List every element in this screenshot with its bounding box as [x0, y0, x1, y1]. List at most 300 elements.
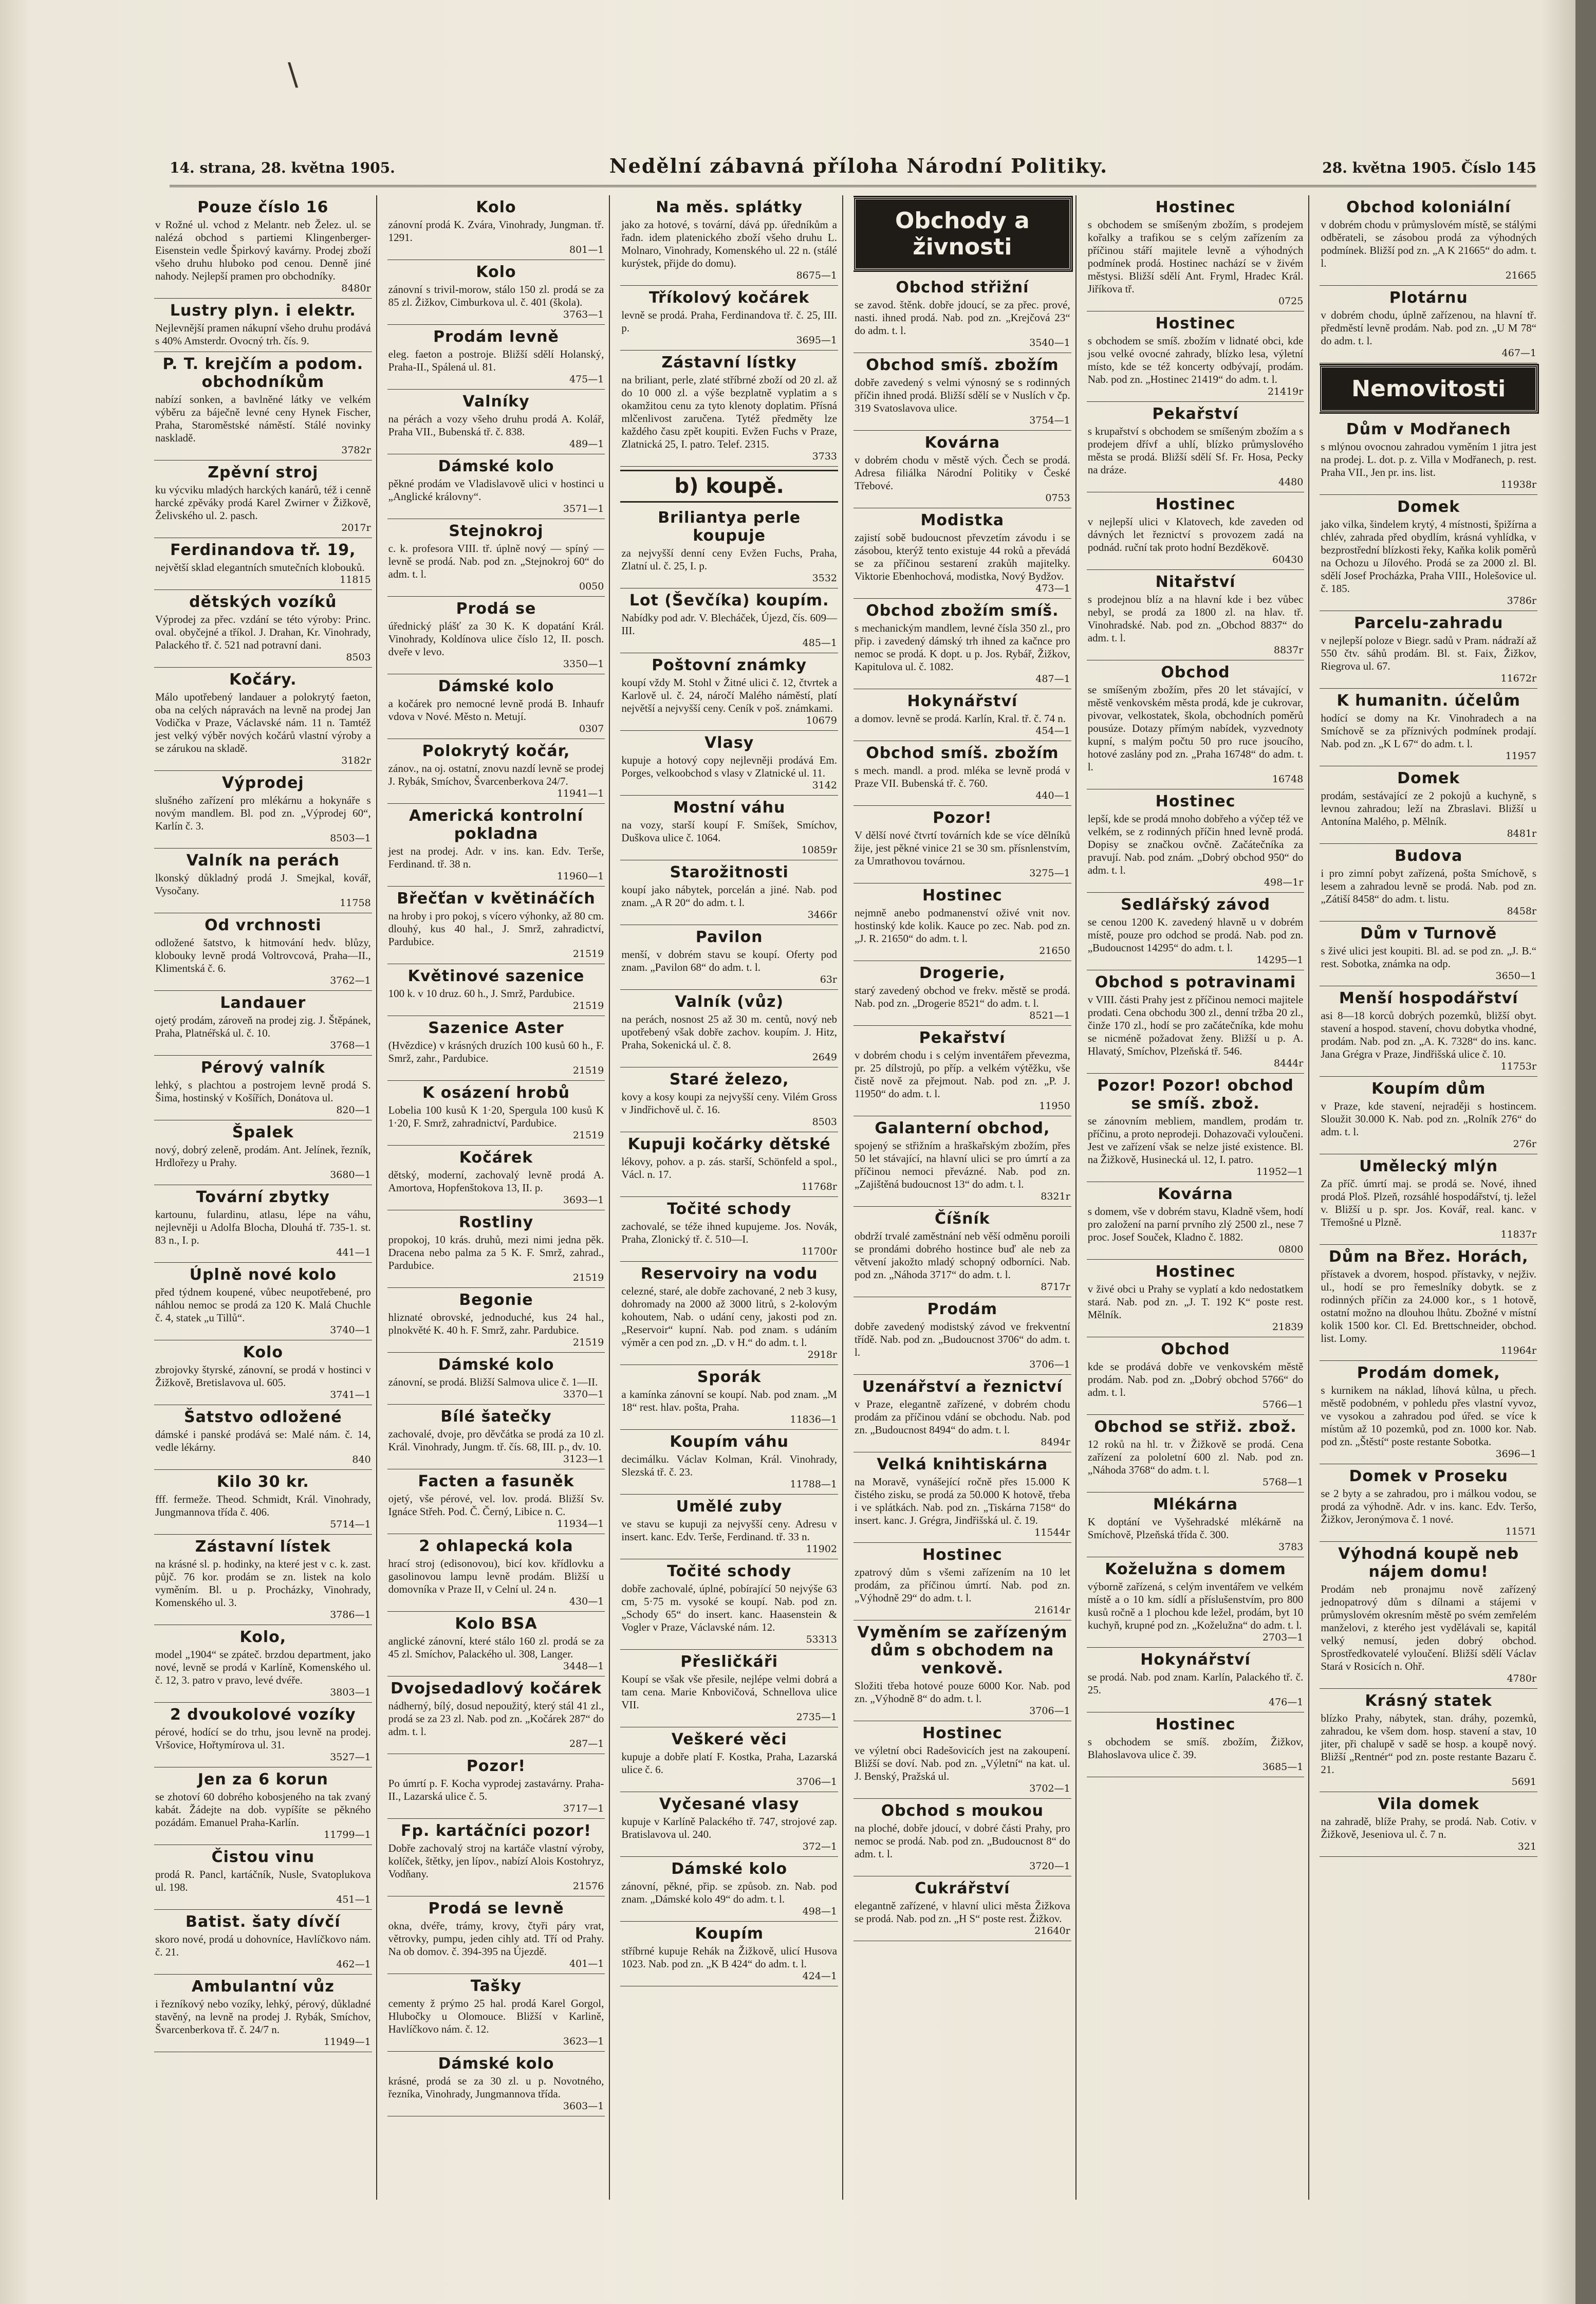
ad-title: Špalek — [232, 1123, 294, 1141]
classified-ad — [154, 1703, 372, 1767]
ad-title: Domek — [1397, 769, 1460, 787]
ad-title: Květinové sazenice — [407, 967, 585, 985]
ad-text: a domov. levně se prodá. Karlín, Kral. tř. č. 74 n. — [855, 712, 1066, 725]
classified-ad — [154, 1263, 372, 1340]
ad-code: 8675—1 — [796, 270, 838, 281]
classified-ad — [620, 1792, 838, 1857]
ad-title: Točité schody — [667, 1562, 792, 1580]
ad-text: zajistí sobě budoucnost převzetím závodu i se zásobou, kterýž tento existuje 44 roků a převádá se za příčinou sestarení zrakůh majitelky. Viktorie Ebenhochová, modistka, Nový Bydžov. — [855, 531, 1070, 582]
ad-title: Pouze číslo 16 — [197, 198, 329, 216]
classified-ad — [853, 1452, 1071, 1543]
classified-ad — [853, 883, 1071, 961]
ad-title: Dům v Modřanech — [1346, 420, 1511, 438]
ad-code: 473—1 — [1035, 583, 1070, 594]
ad-title: Ambulantní vůz — [191, 1978, 335, 1996]
ad-title: Kolo — [476, 198, 516, 216]
classified-ad — [620, 588, 838, 653]
ad-title: Landauer — [220, 994, 306, 1012]
ad-text: Málo upotřebený landauer a polokrytý faeton, oba na celých nápravách na levně na prodej Jan Vodička v Praze, Václavské nám. 11 n. Tamtéž jest velký výběr nových kočárů vlastní výroby a se zárukou na skladě. — [155, 691, 371, 754]
classified-ad — [853, 1116, 1071, 1207]
ad-code: 8480r — [341, 283, 371, 294]
ad-title: Vyčesané vlasy — [659, 1795, 800, 1813]
classified-ad — [853, 508, 1071, 599]
classified-ad — [154, 1120, 372, 1185]
ad-title: Prodám — [927, 1300, 998, 1318]
ad-title: Americká kontrolní pokladna — [409, 807, 584, 843]
ad-text: eleg. faeton a postroje. Bližší sdělí Holanský, Praha-II., Spálená ul. 81. — [388, 348, 604, 373]
ad-title: Sedlářský závod — [1121, 896, 1270, 914]
ad-title: Rostliny — [458, 1213, 534, 1231]
classified-ad — [154, 1470, 372, 1535]
ad-title: Tříkolový kočárek — [649, 289, 810, 307]
ad-title: Zástavní lístky — [661, 354, 797, 372]
ad-title: Poštovní známky — [652, 656, 807, 674]
ad-title: Hostinec — [1155, 495, 1236, 513]
ad-code: 3702—1 — [1029, 1783, 1070, 1794]
ad-title: Sporák — [697, 1368, 762, 1386]
ad-title: Hostinec — [1155, 1263, 1236, 1281]
ad-text: Za příč. úmrtí maj. se prodá se. Nové, ihned prodá Ploš. Plzeň, rozsáhlé hospodářství, tj. ležel v. Bližší u p. spr. Jos. Kovář, real. kanc. v Třemošné u Plzně. — [1321, 1177, 1537, 1228]
ad-code: 424—1 — [802, 1970, 838, 1982]
ad-code: 430—1 — [569, 1596, 604, 1607]
classified-ad — [387, 1819, 605, 1896]
classified-ad — [1320, 417, 1537, 495]
ad-text: dětský, moderní, zachovalý levně prodá A. Amortova, Hopfenštokova 13, II. p. — [388, 1169, 604, 1194]
ad-title: Hokynářství — [1140, 1651, 1251, 1669]
classified-ad — [620, 1365, 838, 1430]
ad-code: 8503 — [346, 652, 371, 663]
ad-code: 11957 — [1505, 750, 1537, 762]
classified-ad — [154, 1535, 372, 1625]
ad-code: 16748 — [1272, 773, 1304, 785]
ad-code: 475—1 — [569, 374, 604, 385]
ad-title: Obchod — [1161, 663, 1230, 681]
ad-code: 21519 — [572, 1337, 604, 1348]
ad-text: v živé obci u Prahy se vyplatí a kdo nedostatkem stará. Nab. pod zn. „J. T. 192 K“ poste rest. Mělník. — [1087, 1283, 1304, 1321]
ad-title: Vila domek — [1378, 1795, 1479, 1813]
ad-title: K osázení hrobů — [422, 1084, 570, 1102]
ad-title: 2 dvoukolové vozíky — [170, 1706, 356, 1724]
ad-code: 5691 — [1511, 1776, 1537, 1787]
ad-code: 8321r — [1041, 1191, 1070, 1202]
ad-text: za nejvyšší denní ceny Evžen Fuchs, Praha, Zlatní ul. č. 25, I. p. — [621, 547, 838, 572]
classified-ad — [1087, 311, 1305, 402]
ad-text: obdrží trvalé zaměstnání neb věší odměnu poroili se prondámi dobrého hostince buď ale neb za větvení jakožto mladý schopný odborníci. Nab. pod zn. „Náhoda 3717“ do adm. t. l. — [855, 1230, 1070, 1281]
section-banner-nemovitosti: Nemovitosti — [1320, 365, 1537, 412]
ad-code: 441—1 — [336, 1247, 371, 1258]
ad-code: 3740—1 — [330, 1324, 371, 1336]
classified-ad — [154, 590, 372, 668]
ad-text: koupí jako nábytek, porcelán a jiné. Nab. pod znam. „A R 20“ do adm. t. l. — [621, 883, 838, 909]
ad-code: 21519 — [572, 1130, 604, 1141]
ad-title: Sazenice Aster — [428, 1019, 564, 1037]
ad-text: Složiti třeba hotové pouze 6000 Kor. Nab. pod zn. „Výhodně 8“ do adm. t. l. — [855, 1680, 1070, 1705]
classified-ad — [154, 299, 372, 352]
ad-title: Hostinec — [1155, 315, 1236, 333]
ad-code: 21839 — [1272, 1321, 1304, 1333]
ad-text: v dobrém chodu i s celým inventářem převezma, pr. 25 dílstrojů, po příp. a velkém výtěžku, vše čistě nově za přejmout. Nab. pod zn. „P. J. 11950“ do adm. t. l. — [855, 1049, 1070, 1100]
ad-title: Pozor! — [933, 809, 992, 827]
ad-code: 8837r — [1273, 644, 1304, 656]
classified-ad — [620, 1067, 838, 1132]
ad-text: okna, dvéře, trámy, krovy, čtyři páry vrat, větrovky, pumpu, jeden cihly atd. Tří od Prahy. Na ob domov. č. 394-395 na Újezdě. — [388, 1920, 604, 1958]
classified-ad — [853, 1543, 1071, 1620]
ad-text: na pérách a vozy všeho druhu prodá A. Kolář, Praha VII., Bubenská tř. č. 838. — [388, 413, 604, 438]
classified-ad — [620, 1262, 838, 1365]
ad-text: s mlýnou ovocnou zahradou vyměním 1 jitra jest na prodej. L. dot. p. z. Villa v Modřanech, p. rest. Praha VII., Jen pr. ins. list. — [1321, 440, 1537, 478]
ad-text: spojený se střižním a hraškařským zbožím, přes 50 let stávající, na hlavní ulici se pro úmrtí a za příčinou nemoci převázné. Nab. pod zn. „Zajištěná budoucnost 13“ do adm. t. l. — [855, 1139, 1070, 1190]
page-header — [170, 154, 1536, 187]
classified-ad — [620, 731, 838, 796]
ad-code: 287—1 — [569, 1738, 604, 1749]
ad-text: nejmně anebo podmanenství oživé vnit nov. hostinský kde kolik. Kauce po zec. Nab. pod zn. „J. R. 21650“ do adm. t. l. — [855, 907, 1070, 945]
ad-code: 820—1 — [336, 1104, 371, 1116]
classified-ad — [853, 1721, 1071, 1799]
classified-ad — [154, 1405, 372, 1470]
classified-ad — [154, 1056, 372, 1120]
ad-code: 3696—1 — [1495, 1448, 1537, 1460]
ad-text: Po úmrtí p. F. Kocha vyprodej zastavárny. Praha-II., Lazarská ulice č. 5. — [388, 1777, 604, 1802]
ad-title: Koupím dům — [1371, 1080, 1486, 1098]
ad-text: pérové, hodící se do trhu, jsou levně na prodej. Vršovice, Hořtymírova ul. 31. — [155, 1726, 371, 1751]
ad-text: s mechanickým mandlem, levné čísla 350 zl., pro přip. i zavedený dámský trh ihned za kačnce pro nemoc se prodá. K dopt. u p. Jos. Rybář, Žižkov, Kapitulova ul. č. 1082. — [855, 622, 1070, 673]
classified-ad — [853, 741, 1071, 806]
classified-ad — [154, 1625, 372, 1703]
ad-text: v dobrém chodu, úplně zařízenou, na hlavní tř. předměstí levně prodám. Nab. pod zn. „U M 78“ do adm. t. l. — [1321, 309, 1537, 347]
ad-title: Obchod — [1161, 1340, 1230, 1358]
ad-title: Drogerie, — [919, 964, 1006, 982]
classified-ad — [1087, 195, 1305, 311]
ad-title: Obchod střižní — [896, 279, 1029, 297]
ad-title: Výprodej — [221, 774, 304, 792]
classified-ad — [620, 1727, 838, 1792]
ad-text: nový, dobrý zeleně, prodám. Ant. Jelínek, řezník, Hrdlořezy u Prahy. — [155, 1144, 371, 1169]
classified-ad — [853, 1620, 1071, 1721]
ad-title: Kolo — [243, 1343, 283, 1361]
ad-title: Lot (Ševčíka) koupím. — [629, 592, 829, 610]
ad-code: 11960—1 — [556, 871, 604, 882]
classified-ad — [620, 860, 838, 925]
ad-title: Úplně nové kolo — [189, 1266, 337, 1284]
ad-title: Dámské kolo — [438, 2055, 554, 2073]
ad-text: s živé ulici jest koupiti. Bl. ad. se pod zn. „J. B.“ rest. Sobotka, známka na odp. — [1321, 945, 1537, 970]
ad-code: 21576 — [572, 1881, 604, 1892]
ad-code: 467—1 — [1501, 347, 1537, 359]
ad-title: Jen za 6 korun — [197, 1771, 328, 1789]
ad-title: Ferdinandova tř. 19, — [170, 541, 356, 559]
ad-title: Obchod smíš. zbožím — [866, 356, 1059, 374]
ad-code: 0725 — [1278, 296, 1304, 307]
ad-text: odložené šatstvo, k hitmování hedv. blůzy, klobouky levně prodá Voltrovcová, Praha—II., Klimentská č. 6. — [155, 936, 371, 974]
ad-title: Od vrchnosti — [205, 916, 322, 934]
classified-ad — [853, 353, 1071, 431]
ad-code: 3741—1 — [330, 1389, 371, 1400]
ad-title: Valník na perách — [186, 852, 340, 870]
ad-code: 2735—1 — [796, 1711, 838, 1723]
column-5 — [1087, 195, 1310, 2200]
classified-ad — [387, 804, 605, 887]
ad-code: 21519 — [572, 1065, 604, 1076]
ad-text: na perách, nosnost 25 až 30 m. centů, nový neb upotřebený však dobře zachov. koupím. J. Hitz, Praha, Sokenická ul. č. 8. — [621, 1013, 838, 1051]
ad-text: cementy ž prýmo 25 hal. prodá Karel Gorgol, Hlubočky u Olomouce. Bližší v Karlině, Havlíčkovo nám. č. 12. — [388, 1997, 604, 2035]
ad-text: pěkné prodám ve Vladislavově ulici v hostinci u „Anglické královny“. — [388, 477, 604, 503]
ad-title: Obchod smíš. zbožím — [866, 744, 1059, 762]
ad-code: 8494r — [1041, 1436, 1070, 1448]
ad-code: 440—1 — [1035, 790, 1070, 801]
classified-ad — [1087, 492, 1305, 570]
ad-text: decimálku. Václav Kolman, Král. Vinohrady, Slezská tř. č. 23. — [621, 1453, 838, 1478]
ad-title: Pozor! — [466, 1757, 526, 1775]
ad-title: Kolo, — [239, 1628, 287, 1646]
ad-code: 3733 — [812, 451, 838, 462]
ad-code: 11952—1 — [1256, 1166, 1304, 1177]
ad-code: 5766—1 — [1262, 1399, 1304, 1410]
classified-ad — [1320, 286, 1537, 363]
ad-title: Fp. kartáčníci pozor! — [401, 1822, 591, 1840]
ad-title: Stejnokroj — [449, 522, 544, 540]
ad-code: 11934—1 — [556, 1518, 604, 1529]
ad-text: kartounu, fulardinu, atlasu, lépe na váhu, nejlevněji u Adolfa Blocha, Dlouhá tř. 735-1. st. 83 n., I. p. — [155, 1208, 371, 1246]
ad-title: Pekařství — [919, 1029, 1006, 1047]
ad-code: 11788—1 — [790, 1479, 838, 1490]
ad-title: Výhodná koupě neb nájem domu! — [1338, 1545, 1519, 1581]
ad-title: Dům na Břez. Horách, — [1328, 1248, 1529, 1266]
classified-ad — [620, 506, 838, 588]
classified-ad — [387, 260, 605, 325]
ad-code: 3720—1 — [1029, 1860, 1070, 1872]
ad-title: Polokrytý kočár, — [422, 742, 570, 760]
classified-ad — [1320, 195, 1537, 286]
classified-ad — [1087, 1260, 1305, 1337]
classified-ad — [1087, 1415, 1305, 1492]
ad-code: 3540—1 — [1029, 337, 1070, 348]
classified-ad — [1320, 1464, 1537, 1542]
classified-ad — [387, 1676, 605, 1754]
ad-code: 11964r — [1500, 1345, 1537, 1356]
ad-text: úřednický plášť za 30 K. K dopatání Král. Vinohrady, Koldínova ulice číslo 12, II. posch. dveře v levo. — [388, 620, 604, 658]
classified-ad — [620, 286, 838, 351]
ad-text: fff. fermeže. Theod. Schmidt, Král. Vinohrady, Jungmannova třída č. 406. — [155, 1493, 371, 1518]
header-right: 28. května 1905. Číslo 145 — [1322, 159, 1536, 176]
classified-ad — [1087, 1648, 1305, 1712]
ad-code: 0800 — [1278, 1244, 1304, 1255]
classified-ad — [853, 599, 1071, 689]
classified-ad — [620, 1430, 838, 1495]
ad-code: 3527—1 — [330, 1752, 371, 1763]
ad-code: 11544r — [1034, 1527, 1070, 1538]
ad-text: zachovalé, se téže ihned kupujeme. Jos. Novák, Praha, Zlonický tř. č. 510—I. — [621, 1220, 838, 1245]
ad-code: 60430 — [1272, 554, 1304, 565]
ad-code: 8503 — [812, 1116, 838, 1128]
ad-text: dobře zavedený modistský závod ve frekventní třídě. Nab. pod zn. „Budoucnost 3706“ do adm. t. l. — [855, 1320, 1070, 1358]
ad-title: Galanterní obchod, — [875, 1119, 1050, 1137]
ad-title: Staré železo, — [669, 1071, 789, 1089]
ad-title: Starožitnosti — [670, 863, 789, 881]
ad-text: ve výletní obci Radešovicích jest na zakoupení. Bližší se doví. Nab. pod zn. „Výletní“ na kat. ul. J. Benský, Pražská ul. — [855, 1744, 1070, 1782]
ad-title: Na měs. splátky — [656, 198, 803, 216]
ad-code: 3782r — [341, 445, 371, 456]
classified-ad — [154, 195, 372, 299]
classified-ad — [1320, 844, 1537, 921]
ad-code: 401—1 — [569, 1958, 604, 1969]
classified-ad — [1320, 1689, 1537, 1792]
classified-ad — [154, 1340, 372, 1405]
ad-text: se zhotoví 60 dobrého kobosjeného na tak zvaný kabát. Žádejte na dob. vypíšíte se pěkného pozádám. Emanuel Praha-Karlín. — [155, 1791, 371, 1829]
ad-text: Nejlevnější pramen nákupní všeho druhu prodává s 40% Amsterdr. Ovocný trh. čís. 9. — [155, 322, 371, 347]
ad-text: jest na prodej. Adr. v ins. kan. Edv. Terše, Ferdinand. tř. 38 n. — [388, 845, 604, 870]
ad-code: 21640r — [1034, 1925, 1070, 1937]
classified-ad — [387, 674, 605, 739]
ad-text: ojetý, vše pérové, vel. lov. prodá. Bližší Sv. Ignáce Střeh. Pod. Č. Černý, Libice n. C. — [388, 1492, 604, 1518]
ad-code: 2649 — [812, 1052, 838, 1063]
ad-text: se 2 byty a se zahradou, pro i málkou vodou, se prodá za výhodně. Adr. v ins. kanc. Edv. Teršo, Žižkov, Jeronýmova č. 1 nové. — [1321, 1487, 1537, 1525]
classified-ad — [387, 1210, 605, 1288]
ad-code: 3717—1 — [563, 1803, 604, 1814]
ad-text: na krásné sl. p. hodinky, na které jest v c. k. zast. půjč. 76 kor. prodám se zn. listek na kolo vyměním. Bl. u p. Procházky, Vinohrady, Komenského ul. 3. — [155, 1558, 371, 1609]
classified-ad — [1087, 1182, 1305, 1260]
ad-code: 14295—1 — [1256, 954, 1304, 966]
ad-code: 63r — [820, 974, 838, 985]
ad-title: Obchod koloniální — [1346, 198, 1511, 216]
ad-text: prodá R. Pancl, kartáčník, Nusle, Svatoplukova ul. 198. — [155, 1868, 371, 1893]
ad-code: 3754—1 — [1029, 415, 1070, 426]
ad-text: zánovní prodá K. Zvára, Vinohrady, Jungman. tř. 1291. — [388, 218, 604, 244]
ad-code: 3448—1 — [563, 1661, 604, 1672]
ad-title: Cukrářství — [915, 1879, 1010, 1897]
ad-code: 3706—1 — [1029, 1705, 1070, 1717]
column-4 — [853, 195, 1077, 2200]
ad-code: 3706—1 — [796, 1776, 838, 1787]
ad-title: Pavilon — [695, 928, 763, 946]
classified-ad — [1320, 1245, 1537, 1361]
ad-text: v nejlepší poloze v Biegr. sadů v Pram. nádraží až 550 čtv. sáhů prodám. Bl. st. Faix, Žižkov, Riegrova ul. 67. — [1321, 634, 1537, 672]
classified-ad — [1087, 1074, 1305, 1182]
classified-ad — [387, 1016, 605, 1081]
ad-title: Obchod s moukou — [881, 1802, 1044, 1820]
ad-code: 8444r — [1273, 1058, 1304, 1069]
ad-title: Pozor! Pozor! obchod se smíš. zbož. — [1097, 1077, 1294, 1113]
ad-title: K humanitn. účelům — [1337, 692, 1520, 710]
ad-title: Dámské kolo — [438, 1356, 554, 1374]
ad-text: kovy a kosy koupi za nejvyšší ceny. Vilém Gross v Jindřichově ul. č. 16. — [621, 1091, 838, 1116]
ad-code: 21519 — [572, 1000, 604, 1011]
ad-code: 5768—1 — [1262, 1477, 1304, 1488]
ad-code: 5714—1 — [330, 1519, 371, 1530]
ad-code: 11941—1 — [556, 788, 604, 799]
ad-text: hliznaté obrovské, jednoduché, kus 24 hal., plnokvěté K. 40 h. F. Smrž, zahr. Pardubice. — [388, 1311, 604, 1336]
ad-title: Šatstvo odložené — [184, 1408, 342, 1426]
ad-text: i řezníkový nebo vozíky, lehký, pérový, důkladné stavěný, na levně na prodej J. Rybák, Smíchov, Švarcenberkova tř. č. 24/7 n. — [155, 1998, 371, 2036]
ad-text: s mech. mandl. a prod. mléka se levně prodá v Praze VII. Bubenská tř. č. 760. — [855, 764, 1070, 789]
ad-text: na Moravě, vynášející ročně přes 15.000 K čistého zisku, se prodá za 50.000 K hotově, třeba i ve splátkách. Nab. pod zn. „Tiskárna 7158“ do insert. kanc. J. Grégra, Jindřišská ul. č. 19. — [855, 1476, 1070, 1526]
classified-ad — [387, 964, 605, 1016]
ad-text: se zavod. štěnk. dobře jdoucí, se za přec. prové, nasti. ihned prodá. Nab. pod zn. „Krejčová 23“ do adm. t. l. — [855, 299, 1070, 337]
ad-title: Menší hospodářství — [1339, 989, 1518, 1007]
ad-title: Budova — [1395, 847, 1463, 865]
ad-text: dámské i panské prodává se: Malé nám. č. 14, vedle lékárny. — [155, 1428, 371, 1453]
ad-title: Obchod s potravinami — [1094, 973, 1296, 991]
classified-ad — [387, 2052, 605, 2116]
book-spine — [1575, 0, 1596, 2304]
classified-ad — [387, 195, 605, 260]
ad-title: Kočáry. — [229, 671, 297, 689]
ad-code: 11837r — [1500, 1229, 1537, 1240]
ad-text: Nabídky pod adr. V. Blecháček, Újezd, čís. 609—III. — [621, 612, 838, 637]
classified-ad — [387, 1146, 605, 1210]
ad-text: menší, v dobrém stavu se koupí. Oferty pod znam. „Pavilon 68“ do adm. t. l. — [621, 948, 838, 973]
ad-text: ojetý prodám, zároveň na prodej zig. J. Štěpánek, Praha, Platnéřská ul. č. 10. — [155, 1014, 371, 1039]
ad-text: s prodejnou blíz a na hlavní kde i bez vůbec nebyl, se prodá za 1800 zl. na hlav. tř. Vinohradské. Nab. pod zn. „Obchod 8837“ do adm. t. l. — [1087, 593, 1304, 644]
classified-ad — [620, 990, 838, 1067]
ad-title: Lustry plyn. i elektr. — [170, 302, 356, 320]
ad-code: 3783 — [1278, 1541, 1304, 1553]
classified-ad — [1320, 689, 1537, 766]
ad-text: kupuje a dobře platí F. Kostka, Praha, Lazarská ulice č. 6. — [621, 1750, 838, 1776]
classified-ad — [154, 538, 372, 590]
ad-code: 0307 — [579, 723, 604, 734]
classified-ad — [1087, 893, 1305, 970]
ad-code: 462—1 — [336, 1959, 371, 1970]
ad-text: a kočárek pro nemocné levně prodá B. Inhaufr vdova v Nové. Město n. Metují. — [388, 697, 604, 723]
ad-text: v dobrém chodu v městě vých. Čech se prodá. Adresa filiálka Národní Politiky v České Třebové. — [855, 454, 1070, 492]
classified-ad — [154, 1910, 372, 1975]
ad-code: 11949—1 — [324, 2036, 371, 2048]
classified-ad — [1320, 1361, 1537, 1464]
classified-ad — [853, 961, 1071, 1026]
classified-ad — [620, 1650, 838, 1727]
classified-ad — [1087, 789, 1305, 893]
ad-title: Hostinec — [1155, 1716, 1236, 1734]
column-2 — [387, 195, 610, 2200]
ornament-mark: \ — [288, 57, 299, 93]
ad-title: Kovárna — [1158, 1185, 1233, 1203]
ad-text: Dobře zachovalý stroj na kartáče vlastní výroby, kolíček, štětky, jen lípov., nabízí Alois Kostohryz, Vodňany. — [388, 1842, 604, 1880]
ad-text: s obchodem se smíšeným zbožím, s prodejem kořalky a trafikou se s celým zařízením za příčinou stáří majitele levně a výhodných podmínek prodá. Hostinec nachází se v živém městysi. Bližší sdělí Ant. Fryml, Hradec Král. Jiříkova tř. — [1087, 218, 1304, 295]
ad-code: 53313 — [806, 1634, 838, 1645]
classified-ad — [620, 1132, 838, 1197]
ad-title: Nitařství — [1155, 573, 1236, 591]
ad-title: Umělecký mlýn — [1359, 1157, 1498, 1175]
ad-title: Dámské kolo — [438, 677, 554, 695]
ad-title: Tašky — [470, 1977, 522, 1995]
ad-title: Dům v Turnově — [1360, 925, 1497, 943]
column-3 — [620, 195, 843, 2200]
ad-code: 485—1 — [802, 637, 838, 649]
classified-ad — [620, 653, 838, 731]
ad-code: 372—1 — [802, 1841, 838, 1852]
classified-ad — [620, 1197, 838, 1262]
classified-ad — [1320, 1792, 1537, 1857]
ad-title: Prodá se — [456, 600, 536, 618]
ad-text: Koupí se však vše přesile, nejlépe velmi dobrá a tam cena. Marie Knbovičová, Schnellova ulice VII. — [621, 1673, 838, 1711]
classified-ad — [1320, 611, 1537, 689]
ad-code: 11768r — [801, 1181, 838, 1192]
classified-ad — [853, 1207, 1071, 1297]
ad-text: v Praze, kde stavení, nejraději s hostincem. Sloužit 30.000 K. Nab. pod zn. „Rolník 276“ do adm. t. l. — [1321, 1100, 1537, 1138]
ad-code: 3680—1 — [330, 1169, 371, 1181]
ad-text: lkonský důkladný prodá J. Smejkal, kovář, Vysočany. — [155, 872, 371, 897]
ad-text: na vozy, starší koupí F. Smíšek, Smíchov, Duškova ulice č. 1064. — [621, 819, 838, 844]
ad-title: Velká knihtiskárna — [877, 1455, 1048, 1473]
ad-text: levně se prodá. Praha, Ferdinandova tř. č. 25, III. p. — [621, 309, 838, 334]
ad-code: 8458r — [1507, 906, 1537, 917]
ad-title: Mostní váhu — [673, 799, 786, 817]
ad-text: slušného zařízení pro mlékárnu a hokynáře s novým mandlem. Bl. pod zn. „Výprodej 60“, Karlín č. 3. — [155, 794, 371, 832]
ad-title: Mlékárna — [1153, 1496, 1238, 1514]
ad-text: c. k. profesora VIII. tř. úplně nový — spíný — levně se prodá. Nab. pod zn. „Stejnokroj 60“ do adm. t. l. — [388, 542, 604, 580]
classified-ad — [387, 1081, 605, 1146]
ad-text: v nejlepší ulici v Klatovech, kde zaveden od dávných let řeznictví s provozem zadá na podnád. ruční tak proto hodní Bezděkově. — [1087, 515, 1304, 554]
